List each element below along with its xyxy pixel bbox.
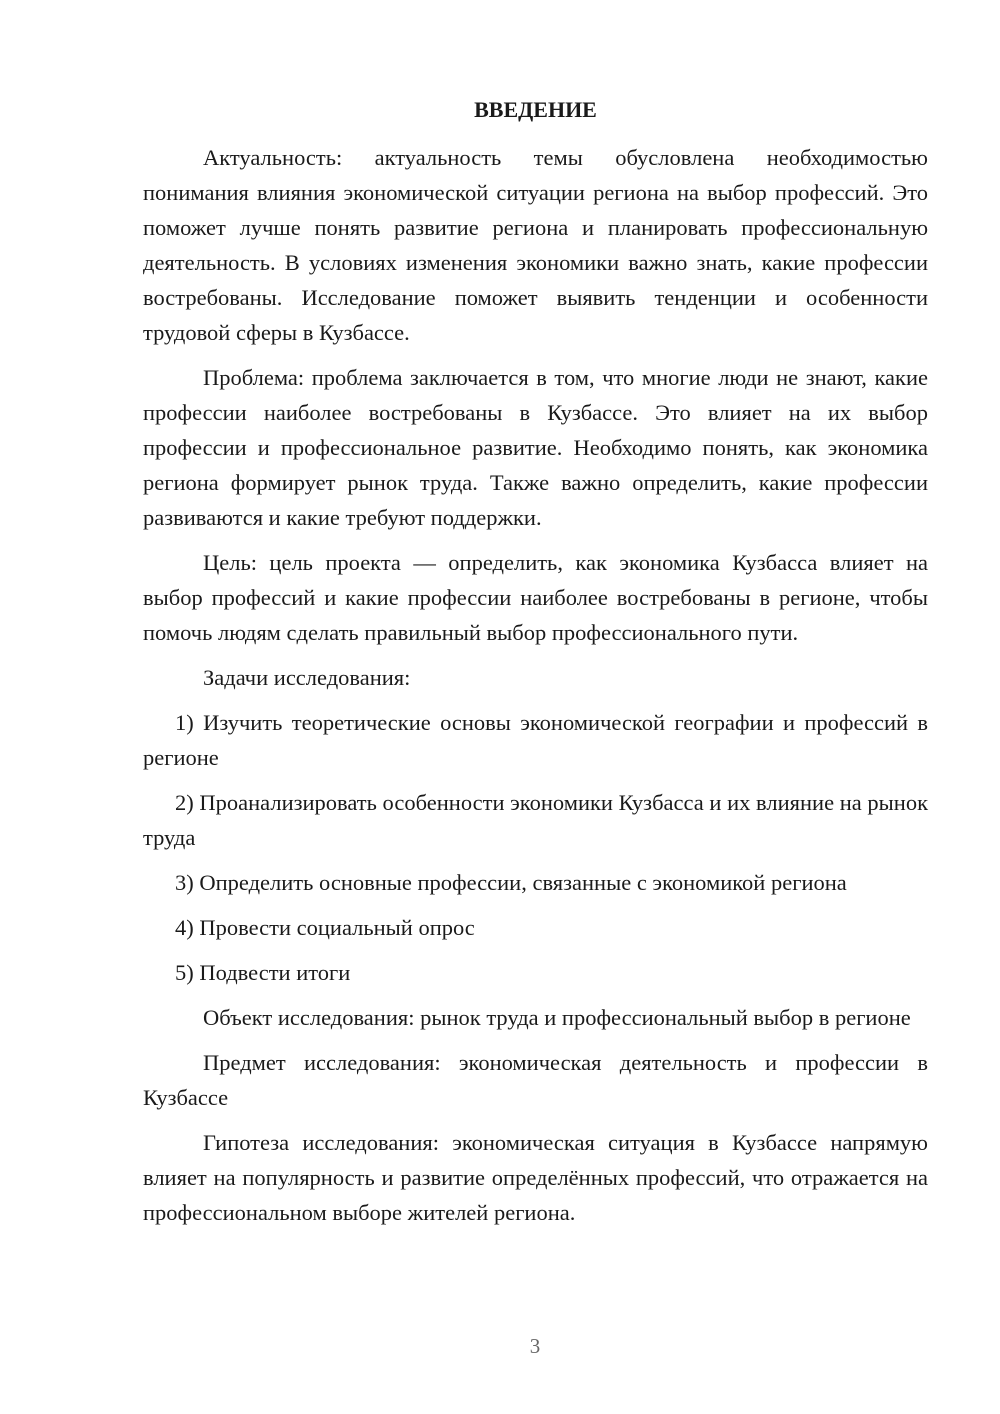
hypothesis-paragraph: Гипотеза исследования: экономическая ситуация в Кузбассе напрямую влияет на популярность и развитие определённых профессий, что отражается на профессиональном выборе жителей региона. — [143, 1130, 928, 1225]
goal-paragraph: Цель: цель проекта — определить, как экономика Кузбасса влияет на выбор профессий и какие профессии наиболее востребованы в регионе, чтобы помочь людям сделать правильный выбор профессионального пути. — [143, 550, 928, 645]
task-item-5: 5) Подвести итоги — [175, 960, 351, 985]
object-paragraph: Объект исследования: рынок труда и профессиональный выбор в регионе — [203, 1005, 911, 1030]
page-content — [143, 96, 928, 1230]
section-title: ВВЕДЕНИЕ — [474, 97, 597, 122]
tasks-label: Задачи исследования: — [203, 665, 411, 690]
task-item-4: 4) Провести социальный опрос — [175, 915, 475, 940]
page-number: 3 — [529, 1334, 541, 1358]
task-item-3: 3) Определить основные профессии, связанные с экономикой региона — [175, 870, 847, 895]
task-item-2: 2) Проанализировать особенности экономики Кузбасса и их влияние на рынок труда — [143, 790, 928, 850]
relevance-paragraph: Актуальность: актуальность темы обусловлена необходимостью понимания влияния экономической ситуации региона на выбор профессий. Это поможет лучше понять развитие региона и планировать профессиональную деятельность. В условиях изменения экономики важно знать, какие профессии востребованы. Исследование поможет выявить тенденции и особенности трудовой сферы в Кузбассе. — [143, 145, 928, 345]
problem-paragraph: Проблема: проблема заключается в том, что многие люди не знают, какие профессии наиболее востребованы в Кузбассе. Это влияет на их выбор профессии и профессиональное развитие. Необходимо понять, как экономика региона формирует рынок труда. Также важно определить, какие профессии развиваются и какие требуют поддержки. — [143, 365, 928, 530]
subject-paragraph: Предмет исследования: экономическая деятельность и профессии в Кузбассе — [143, 1050, 928, 1110]
task-item-1: 1) Изучить теоретические основы экономической географии и профессий в регионе — [143, 710, 928, 770]
